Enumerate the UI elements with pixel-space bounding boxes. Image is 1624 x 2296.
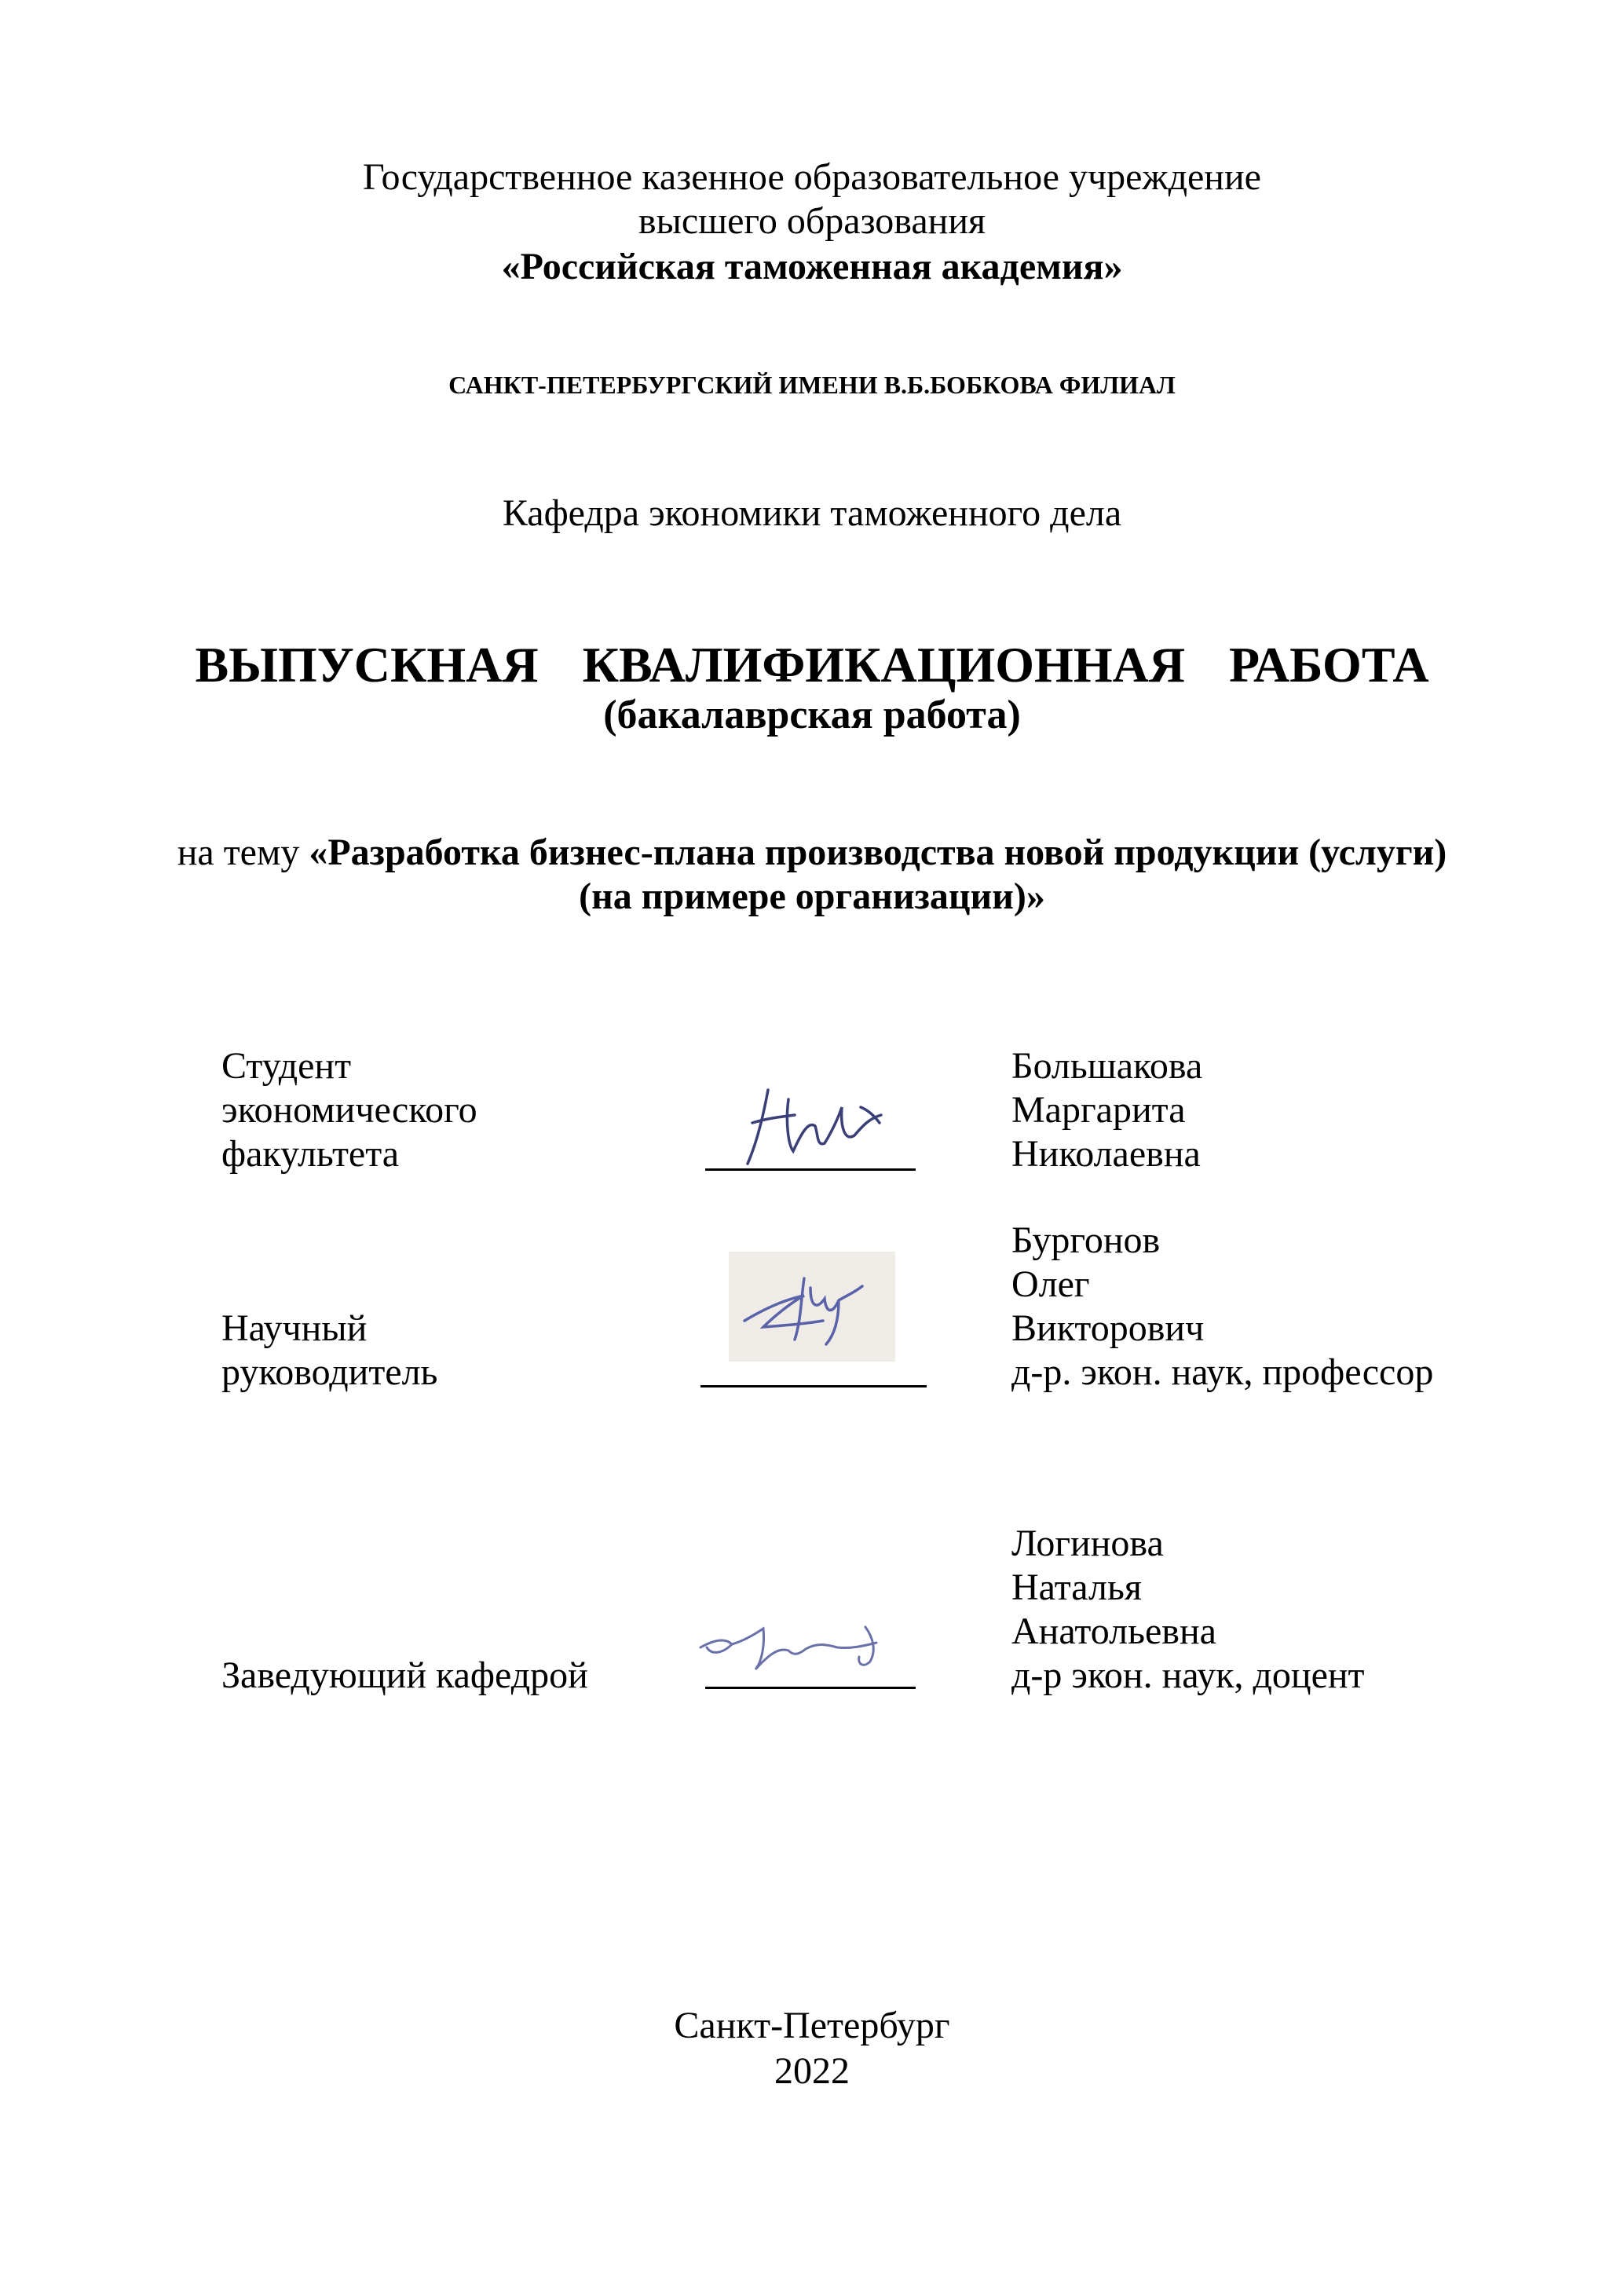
supervisor-label-line: руководитель: [221, 1351, 438, 1393]
topic-line-1: [0, 831, 1624, 875]
year: 2022: [774, 2050, 850, 2092]
supervisor-signature-line: [700, 1385, 927, 1387]
student-signature: [707, 1076, 911, 1178]
head-name-line: Наталья: [1011, 1567, 1142, 1608]
student-label-line: экономического: [221, 1089, 477, 1131]
department-name: Кафедра экономики таможенного дела: [502, 492, 1122, 534]
student-label-line: Студент: [221, 1045, 352, 1087]
institution-line-1: Государственное казенное образовательное учреждение: [363, 156, 1261, 198]
supervisor-name-line: Викторович: [1011, 1307, 1205, 1349]
supervisor-credentials: д-р. экон. наук, профессор: [1011, 1351, 1434, 1393]
supervisor-name-line: Олег: [1011, 1263, 1090, 1305]
topic-line-2: (на примере организации)»: [579, 876, 1045, 917]
student-name-line: Маргарита: [1011, 1089, 1186, 1131]
institution-name: «Российская таможенная академия»: [501, 246, 1123, 287]
topic-title-part-1: «Разработка бизнес-плана производства новой продукции (услуги): [309, 832, 1447, 873]
head-signature: [691, 1599, 927, 1693]
head-name-line: Анатольевна: [1011, 1610, 1216, 1652]
student-name-line: Большакова: [1011, 1045, 1203, 1087]
city: Санкт-Петербург: [674, 2005, 950, 2046]
head-label: Заведующий кафедрой: [221, 1654, 588, 1696]
institution-line-2: высшего образования: [638, 200, 986, 242]
student-name-line: Николаевна: [1011, 1133, 1201, 1175]
work-subtype: (бакалаврская работа): [603, 693, 1021, 737]
topic-prefix: на тему: [177, 832, 309, 873]
branch-name: САНКТ-ПЕТЕРБУРГСКИЙ ИМЕНИ В.Б.БОБКОВА ФИЛИАЛ: [448, 371, 1176, 399]
work-type-title: ВЫПУСКНАЯ КВАЛИФИКАЦИОННАЯ РАБОТА: [195, 637, 1429, 693]
supervisor-signature: [729, 1252, 895, 1362]
head-name-line: Логинова: [1011, 1523, 1164, 1564]
student-label-line: факультета: [221, 1133, 400, 1175]
head-credentials: д-р экон. наук, доцент: [1011, 1654, 1365, 1696]
supervisor-name-line: Бургонов: [1011, 1219, 1161, 1261]
supervisor-label-line: Научный: [221, 1307, 368, 1349]
head-signature-line: [705, 1687, 916, 1689]
